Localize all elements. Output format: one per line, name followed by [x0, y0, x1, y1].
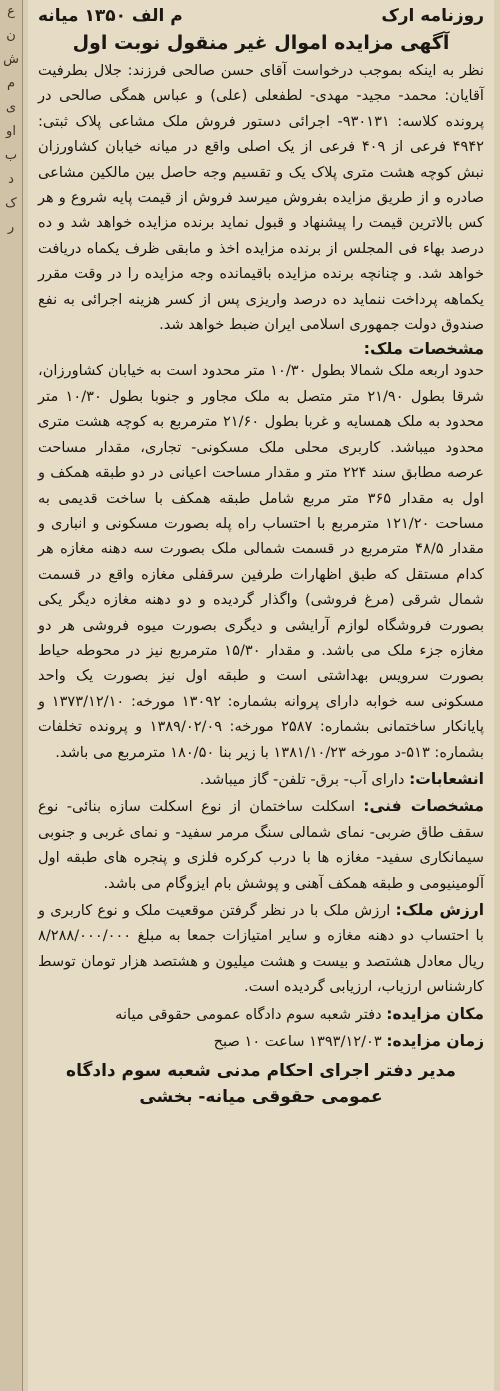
strip-char: ک	[5, 196, 17, 211]
newspaper-name: روزنامه ارک	[381, 6, 484, 26]
intro-paragraph: نظر به اینکه بموجب درخواست آقای حسن صالحی فرزند: جلال بطرفیت آقایان: محمد- مجید- مهدی- لطفعلی (علی) و عباس همگی صالحی در پرونده کلاسه: ۹۳۰۱۳۱- اجرائی دستور فروش ملک مشاعی پلاک ثبتی: ۴۹۴۲ فرعی از ۴۰۹ فرعی از یک اصلی واقع در میانه خیابان کشاورزان نبش کوچه هشت متری پلاک یک و تقسیم وجه حاصل بین مالکین مشاعی صادره و از طریق مزایده بفروش میرسد فروش از قیمت پایه شروع و هر کس بالاترین قیمت را پیشنهاد و قبول نماید برنده مزایده خواهد شد و ده درصد بهاء فی المجلس از برنده مزایده اخذ و مابقی ظرف یکماه دریافت خواهد شد. و چنانچه برنده مزایده باقیمانده وجه مزایده را در وقت مقرر یکماهه پرداخت ننماید ده درصد واریزی پس از کسر هزینه اجرائی به نفع صندوق دولت جمهوری اسلامی ایران ضبط خواهد شد.	[38, 62, 485, 334]
utilities-body: دارای آب- برق- تلفن- گاز میباشد.	[199, 770, 405, 788]
issue-number: م الف ۱۳۵۰ میانه	[38, 6, 183, 26]
value-section	[38, 898, 484, 1000]
technical-body: اسکلت ساختمان از نوع اسکلت سازه بنائی- نوع سقف طاق ضربی- نمای شمالی سنگ مرمر سفید- و نمای غربی و جنوبی سیمانکاری سفید- مغازه ها با درب کرکره فلزی و پنجره های طبقه اول آلومینیومی و طبقه همکف آهنی و پوشش بام ایزوگام می باشد.	[38, 798, 484, 892]
adjacent-column-strip	[0, 0, 23, 1391]
property-specs-title: مشخصات ملک:	[363, 339, 484, 359]
notice-headline: آگهی مزایده اموال غیر منقول نوبت اول	[72, 32, 450, 54]
location-body: دفتر شعبه سوم دادگاه عمومی حقوقی میانه	[115, 1005, 382, 1023]
technical-title: مشخصات فنی:	[363, 797, 485, 816]
value-body: ارزش ملک با در نظر گرفتن موقعیت ملک و نوع کاربری و با احتساب دو دهنه مغازه و سایر امتیازات جمعا به مبلغ ۸/۲۸۸/۰۰۰/۰۰۰ ریال معادل هشتصد و بیست و هشت میلیون و هشتصد هزار تومان توسط کارشناس ارزیاب، ارزیابی گردیده است.	[38, 902, 484, 996]
time-section	[38, 1029, 484, 1054]
property-specs-body: حدود اربعه ملک شمالا بطول ۱۰/۳۰ متر محدود است به خیابان کشاورزان، شرقا بطول ۲۱/۹۰ متر متصل به ملک مجاور و جنوبا بطول ۱۰/۳۰ متر محدود به ملک همسایه و غربا بطول ۲۱/۶۰ مترمربع به کوچه هشت متری محدود میباشد. کاربری محلی ملک مسکونی- تجاری، مقدار مساحت عرصه مطابق سند ۲۲۴ متر و مقدار مساحت اعیانی در دو طبقه همکف و اول به مقدار ۳۶۵ متر مربع شامل طبقه همکف با ساخت قدیمی به مساحت ۱۲۱/۲۰ مترمربع با احتساب راه پله بصورت مسکونی و انباری و مقدار ۴۸/۵ مترمربع در قسمت شمالی ملک بصورت سه دهنه مغازه هر کدام مستقل که طبق اظهارات طرفین سرقفلی مغازه واقع در قسمت شمال شرقی (مرغ فروشی) واگذار گردیده و دو دهنه مغازه دیگر یکی بصورت فروشگاه لوازم آرایشی و دیگری بصورت میوه فروشی هر دو مغازه جزء ملک می باشد. و مقدار ۱۵/۳۰ مترمربع نیز در محوطه حیاط بصورت سرویس بهداشتی است و طبقه اول نیز بصورت یک واحد مسکونی سه خوابه دارای پروانه بشماره: ۱۳۰۹۲ مورخه: ۱۳۷۳/۱۲/۱۰ و پایانکار ساختمانی بشماره: ۲۵۸۷ مورخه: ۱۳۸۹/۰۲/۰۹ و پرونده تخلفات بشماره: ۵۱۳-د مورخه ۱۳۸۱/۱۰/۲۳ با زیر بنا ۱۸۰/۵۰ مترمربع می باشد.	[38, 362, 485, 761]
strip-char: ب	[4, 148, 18, 163]
property-specs-section	[38, 339, 484, 765]
strip-char: ی	[5, 100, 17, 115]
utilities-section	[38, 767, 484, 792]
strip-char: د	[8, 172, 14, 187]
time-body: ۱۳۹۳/۱۲/۰۳ ساعت ۱۰ صبح	[213, 1033, 382, 1051]
time-title: زمان مزایده:	[386, 1032, 484, 1051]
value-title: ارزش ملک:	[395, 901, 485, 919]
utilities-title: انشعابات:	[409, 769, 484, 788]
masthead	[38, 6, 484, 30]
strip-char: ع	[7, 4, 15, 19]
strip-char: م	[6, 76, 16, 91]
location-section	[38, 1002, 484, 1027]
strip-char: ن	[6, 28, 16, 43]
newspaper-clipping	[28, 0, 494, 1391]
technical-section	[38, 794, 484, 896]
strip-char: ر	[7, 220, 15, 235]
strip-char: او	[6, 124, 16, 139]
location-title: مکان مزایده:	[386, 1004, 484, 1023]
signature-line: مدیر دفتر اجرای احکام مدنی شعبه سوم دادگاه عمومی حقوقی میانه- بخشی	[66, 1061, 456, 1108]
strip-char: ش	[3, 52, 19, 67]
